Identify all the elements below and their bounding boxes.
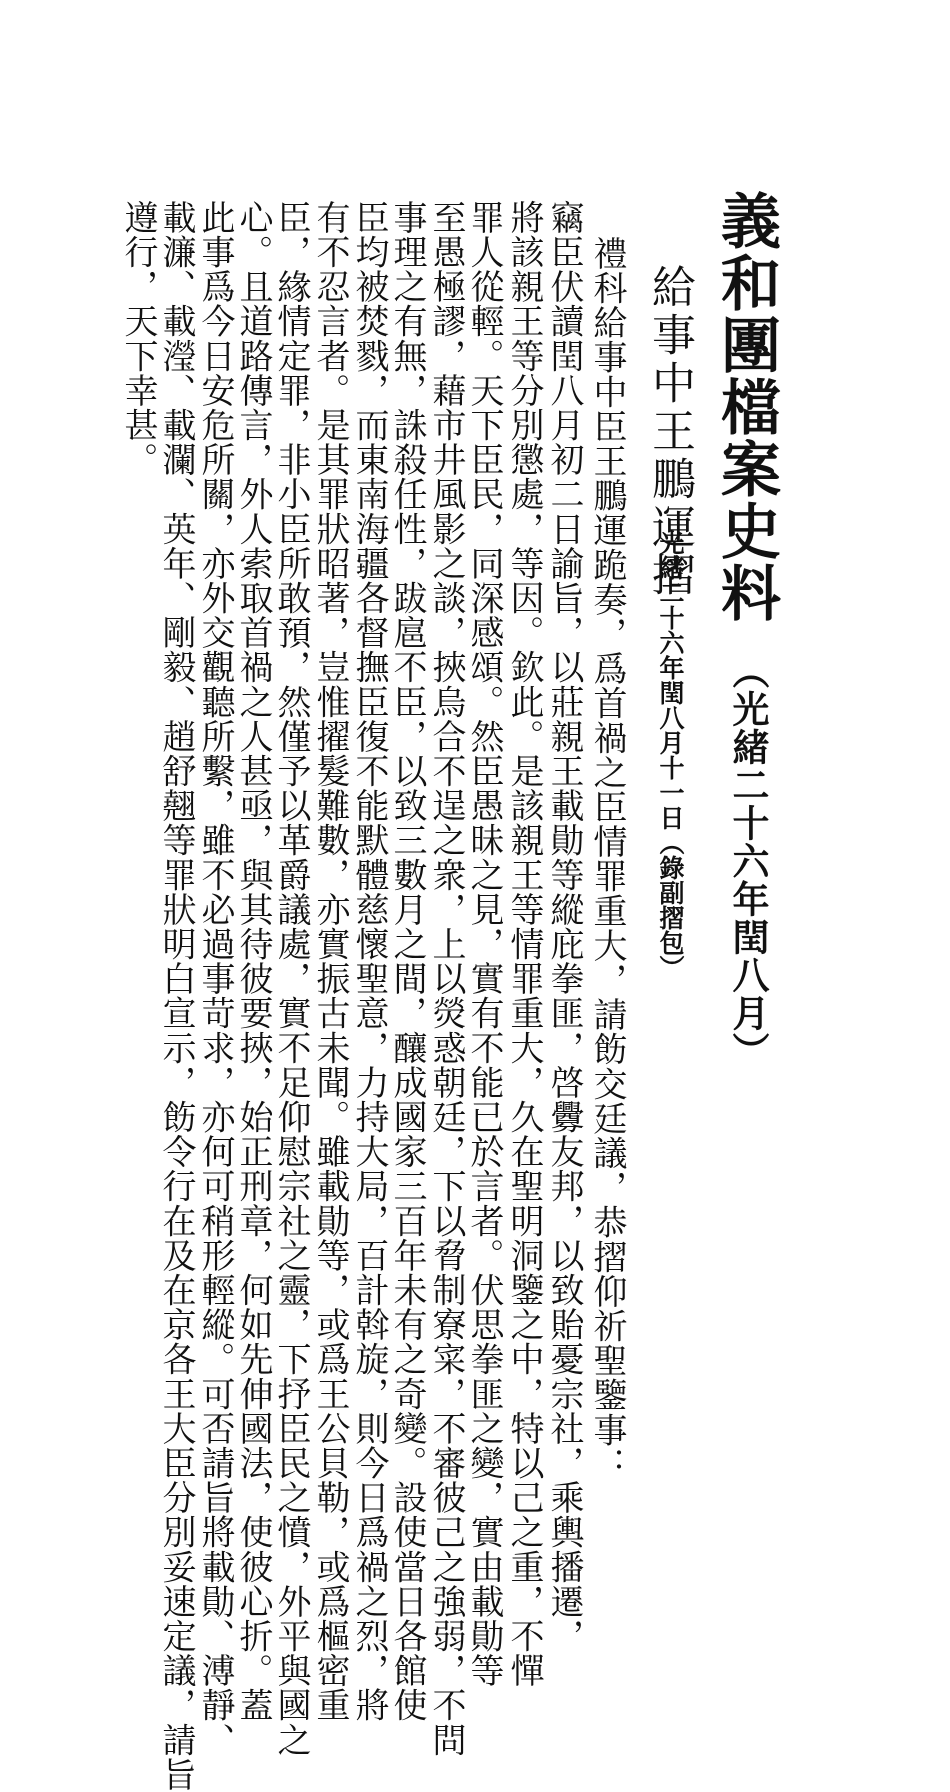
book-title: 義和團檔案史料: [711, 190, 781, 624]
body-line: 此事爲今日安危所關，亦外交觀聽所繫，雖不必過事苛求，亦何可稍形輕縱。可否請旨將載勛、溥靜、: [195, 200, 235, 1757]
date-range: （光緒二十六年閏八月）: [726, 652, 770, 1070]
body-line: 載濂、載瀅、載瀾、英年、剛毅、趙舒翹等罪狀明白宣示，飭令行在及在京各王大臣分別妥速定議，請旨: [156, 200, 196, 1792]
body-line: 有不忍言者。是其罪狀昭著，豈惟擢髮難數，亦實振古未聞。雖載勛等，或爲王公貝勒，或爲樞密重: [310, 200, 350, 1723]
body-line: 將該親王等分別懲處，等因。欽此。是該親王等情罪重大，久在聖明洞鑒之中，特以己之重，不憚: [504, 200, 544, 1688]
body-line: 事理之有無，誅殺任性，跋扈不臣，以致三數月之間，釀成國家三百年未有之奇變。設使當日各館使: [387, 200, 427, 1723]
body-line: 禮科給事中臣王鵬運跪奏，爲首禍之臣情罪重大，請飭交廷議，恭摺仰祈聖鑒事：: [587, 236, 627, 1482]
body-line: 遵行，天下幸甚。: [118, 200, 158, 477]
body-line: 至愚極謬，藉市井風影之談，挾烏合不逞之衆，上以熒惑朝廷，下以脅制寮寀，不審彼己之強弱，不問: [426, 200, 466, 1757]
body-line: 臣均被焚戮，而東南海疆各督撫臣復不能默體慈懷聖意，力持大局，百計斡旋，則今日爲禍之烈，將: [349, 200, 389, 1723]
body-line: 竊臣伏讀閏八月初二日諭旨，以莊親王載勛等縱庇拳匪，啓釁友邦，以致貽憂宗社，乘輿播遷，: [544, 200, 584, 1654]
body-line: 心。且道路傳言，外人索取首禍之人甚亟，與其待彼要挾，始正刑章，何如先伸國法，使彼心折。蓋: [233, 200, 273, 1723]
document-title: 給事中王鵬運摺: [644, 264, 695, 600]
body-line: 臣，緣情定罪，非小臣所敢預，然僅予以革爵議處，實不足仰慰宗社之靈，下抒臣民之憤，外平與國之: [271, 200, 311, 1757]
document-date: 光緒二十六年閏八月十一日（錄副摺包）: [656, 530, 685, 980]
body-line: 罪人從輕。天下臣民，同深感頌。然臣愚昧之見，實有不能已於言者。伏思拳匪之變，實由載勛等: [464, 200, 504, 1688]
